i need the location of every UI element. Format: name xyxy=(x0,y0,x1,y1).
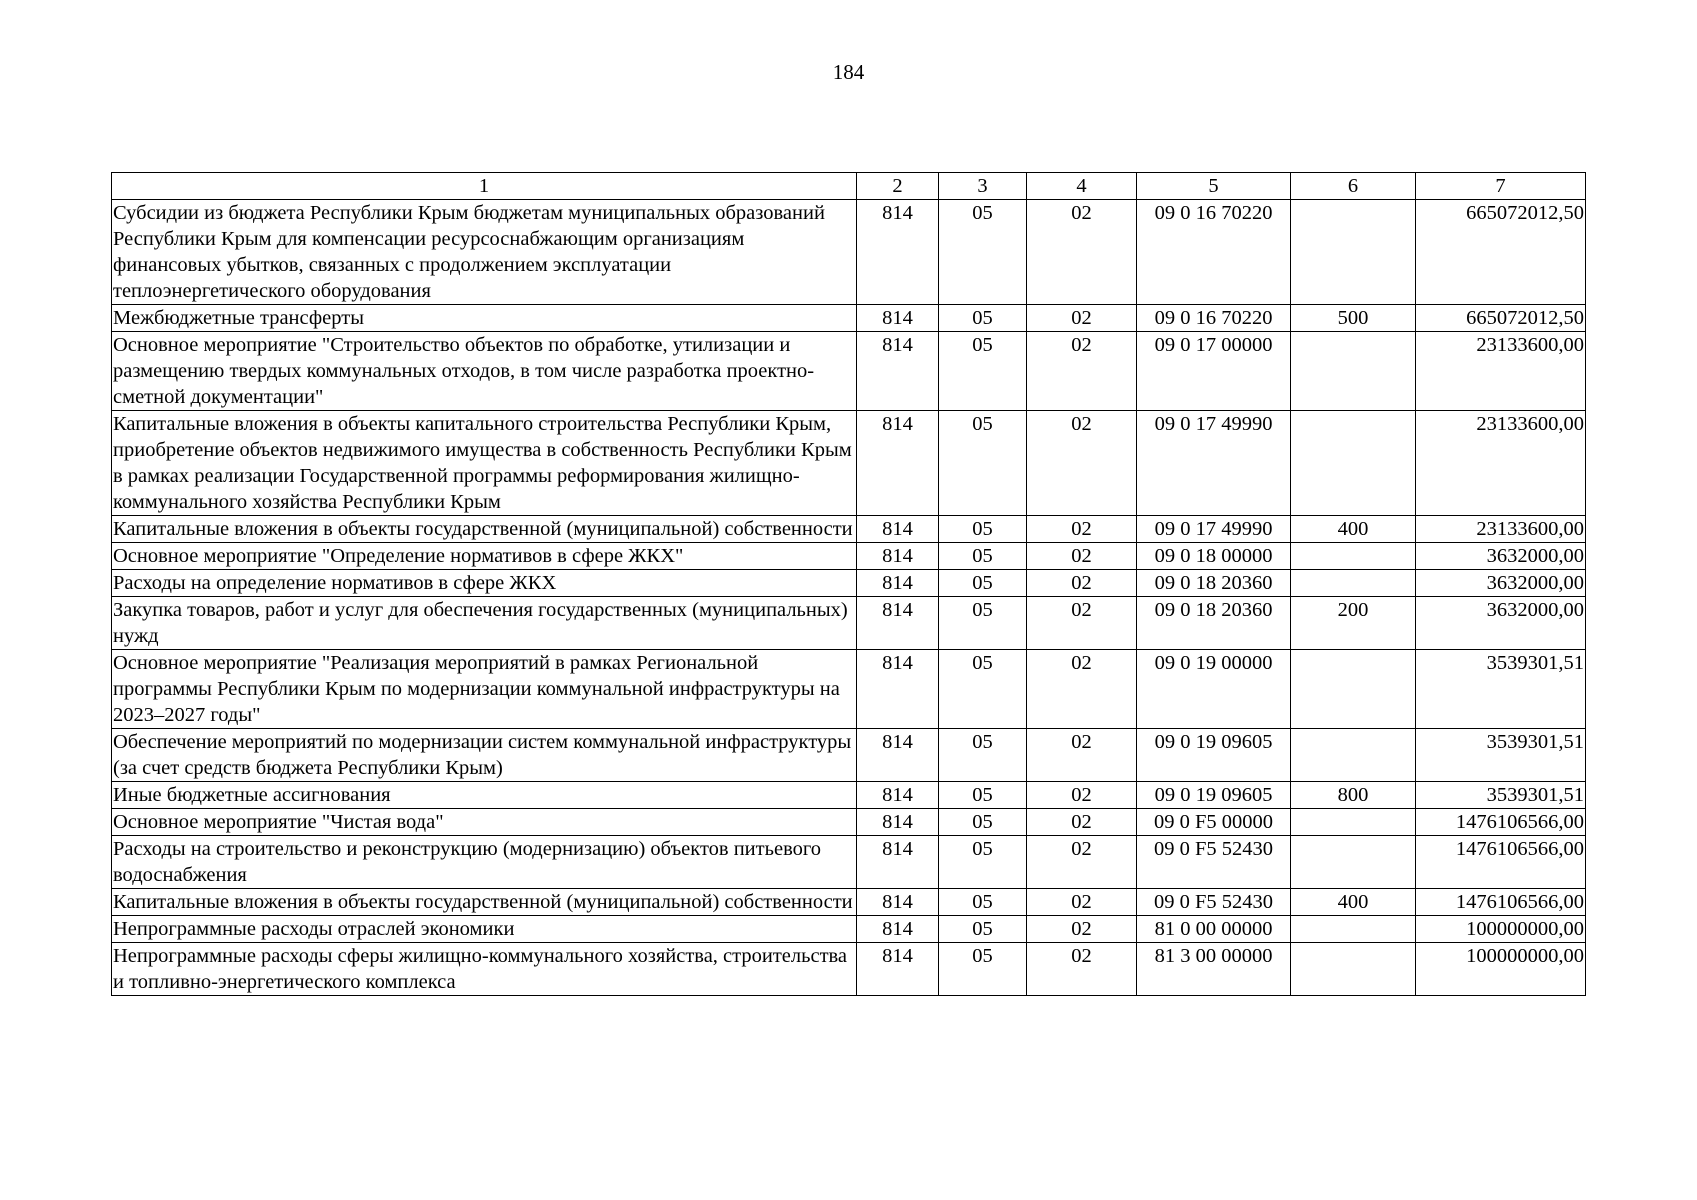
amount-cell: 665072012,50 xyxy=(1416,305,1586,332)
amount-cell: 100000000,00 xyxy=(1416,916,1586,943)
grbs-cell: 814 xyxy=(857,650,939,729)
table-row xyxy=(112,809,1586,836)
row-name-cell: Обеспечение мероприятий по модернизации систем коммунальной инфраструктуры (за счет средств бюджета Республики Крым) xyxy=(112,729,857,782)
section-cell: 05 xyxy=(939,916,1027,943)
target-article-cell: 09 0 19 00000 xyxy=(1137,650,1291,729)
table-row xyxy=(112,836,1586,889)
row-name-cell: Субсидии из бюджета Республики Крым бюджетам муниципальных образований Республики Крым для компенсации ресурсоснабжающим организациям финансовых убытков, связанных с продолжением эксплуатации теплоэнергетического оборудования xyxy=(112,200,857,305)
row-name-cell: Межбюджетные трансферты xyxy=(112,305,857,332)
grbs-cell: 814 xyxy=(857,411,939,516)
section-cell: 05 xyxy=(939,782,1027,809)
amount-cell: 1476106566,00 xyxy=(1416,889,1586,916)
amount-cell: 23133600,00 xyxy=(1416,411,1586,516)
row-name-cell: Капитальные вложения в объекты государственной (муниципальной) собственности xyxy=(112,516,857,543)
amount-cell: 23133600,00 xyxy=(1416,332,1586,411)
expense-type-cell xyxy=(1291,809,1416,836)
section-cell: 05 xyxy=(939,200,1027,305)
expense-type-cell xyxy=(1291,943,1416,996)
section-cell: 05 xyxy=(939,650,1027,729)
grbs-cell: 814 xyxy=(857,836,939,889)
page-number: 184 xyxy=(832,60,865,84)
table-row xyxy=(112,411,1586,516)
amount-cell: 100000000,00 xyxy=(1416,943,1586,996)
column-header: 5 xyxy=(1137,173,1291,200)
target-article-cell: 09 0 16 70220 xyxy=(1137,305,1291,332)
grbs-cell: 814 xyxy=(857,570,939,597)
grbs-cell: 814 xyxy=(857,809,939,836)
amount-cell: 1476106566,00 xyxy=(1416,836,1586,889)
section-cell: 05 xyxy=(939,809,1027,836)
grbs-cell: 814 xyxy=(857,516,939,543)
expense-type-cell: 200 xyxy=(1291,597,1416,650)
grbs-cell: 814 xyxy=(857,889,939,916)
subsection-cell: 02 xyxy=(1027,332,1137,411)
row-name-cell: Основное мероприятие "Чистая вода" xyxy=(112,809,857,836)
amount-cell: 665072012,50 xyxy=(1416,200,1586,305)
table-row xyxy=(112,650,1586,729)
column-header: 2 xyxy=(857,173,939,200)
subsection-cell: 02 xyxy=(1027,943,1137,996)
target-article-cell: 09 0 17 49990 xyxy=(1137,516,1291,543)
section-cell: 05 xyxy=(939,889,1027,916)
expense-type-cell xyxy=(1291,729,1416,782)
amount-cell: 3632000,00 xyxy=(1416,543,1586,570)
grbs-cell: 814 xyxy=(857,729,939,782)
target-article-cell: 09 0 F5 52430 xyxy=(1137,889,1291,916)
grbs-cell: 814 xyxy=(857,543,939,570)
table-row xyxy=(112,782,1586,809)
row-name-cell: Капитальные вложения в объекты государственной (муниципальной) собственности xyxy=(112,889,857,916)
expense-type-cell xyxy=(1291,200,1416,305)
section-cell: 05 xyxy=(939,305,1027,332)
expense-type-cell: 800 xyxy=(1291,782,1416,809)
subsection-cell: 02 xyxy=(1027,916,1137,943)
subsection-cell: 02 xyxy=(1027,411,1137,516)
table-header-row xyxy=(112,173,1586,200)
amount-cell: 3539301,51 xyxy=(1416,729,1586,782)
subsection-cell: 02 xyxy=(1027,729,1137,782)
section-cell: 05 xyxy=(939,836,1027,889)
target-article-cell: 09 0 18 20360 xyxy=(1137,597,1291,650)
expense-type-cell xyxy=(1291,836,1416,889)
row-name-cell: Основное мероприятие "Реализация мероприятий в рамках Региональной программы Республики Крым по модернизации коммунальной инфраструктуры на 2023–2027 годы" xyxy=(112,650,857,729)
grbs-cell: 814 xyxy=(857,332,939,411)
subsection-cell: 02 xyxy=(1027,516,1137,543)
grbs-cell: 814 xyxy=(857,597,939,650)
row-name-cell: Непрограммные расходы отраслей экономики xyxy=(112,916,857,943)
expense-type-cell xyxy=(1291,916,1416,943)
table-row xyxy=(112,943,1586,996)
row-name-cell: Капитальные вложения в объекты капитального строительства Республики Крым, приобретение объектов недвижимого имущества в собственность Республики Крым в рамках реализации Государственной программы реформирования жилищно-коммунального хозяйства Республики Крым xyxy=(112,411,857,516)
grbs-cell: 814 xyxy=(857,305,939,332)
amount-cell: 23133600,00 xyxy=(1416,516,1586,543)
amount-cell: 3539301,51 xyxy=(1416,782,1586,809)
grbs-cell: 814 xyxy=(857,916,939,943)
expense-type-cell: 400 xyxy=(1291,889,1416,916)
row-name-cell: Закупка товаров, работ и услуг для обеспечения государственных (муниципальных) нужд xyxy=(112,597,857,650)
section-cell: 05 xyxy=(939,332,1027,411)
section-cell: 05 xyxy=(939,729,1027,782)
subsection-cell: 02 xyxy=(1027,305,1137,332)
row-name-cell: Расходы на определение нормативов в сфере ЖКХ xyxy=(112,570,857,597)
amount-cell: 3632000,00 xyxy=(1416,570,1586,597)
section-cell: 05 xyxy=(939,411,1027,516)
section-cell: 05 xyxy=(939,597,1027,650)
column-header: 7 xyxy=(1416,173,1586,200)
target-article-cell: 09 0 18 20360 xyxy=(1137,570,1291,597)
grbs-cell: 814 xyxy=(857,200,939,305)
budget-table xyxy=(111,172,1586,996)
section-cell: 05 xyxy=(939,570,1027,597)
column-header: 6 xyxy=(1291,173,1416,200)
target-article-cell: 09 0 16 70220 xyxy=(1137,200,1291,305)
table-body xyxy=(112,200,1586,996)
expense-type-cell xyxy=(1291,543,1416,570)
row-name-cell: Иные бюджетные ассигнования xyxy=(112,782,857,809)
row-name-cell: Расходы на строительство и реконструкцию (модернизацию) объектов питьевого водоснабжения xyxy=(112,836,857,889)
subsection-cell: 02 xyxy=(1027,200,1137,305)
target-article-cell: 09 0 18 00000 xyxy=(1137,543,1291,570)
subsection-cell: 02 xyxy=(1027,836,1137,889)
table-row xyxy=(112,570,1586,597)
section-cell: 05 xyxy=(939,516,1027,543)
row-name-cell: Основное мероприятие "Строительство объектов по обработке, утилизации и размещению твердых коммунальных отходов, в том числе разработка проектно-сметной документации" xyxy=(112,332,857,411)
expense-type-cell xyxy=(1291,332,1416,411)
grbs-cell: 814 xyxy=(857,782,939,809)
target-article-cell: 09 0 F5 52430 xyxy=(1137,836,1291,889)
expense-type-cell xyxy=(1291,411,1416,516)
target-article-cell: 09 0 17 49990 xyxy=(1137,411,1291,516)
expense-type-cell xyxy=(1291,650,1416,729)
table-row xyxy=(112,597,1586,650)
subsection-cell: 02 xyxy=(1027,809,1137,836)
subsection-cell: 02 xyxy=(1027,570,1137,597)
target-article-cell: 09 0 19 09605 xyxy=(1137,729,1291,782)
amount-cell: 3632000,00 xyxy=(1416,597,1586,650)
row-name-cell: Непрограммные расходы сферы жилищно-коммунального хозяйства, строительства и топливно-энергетического комплекса xyxy=(112,943,857,996)
section-cell: 05 xyxy=(939,943,1027,996)
table-row xyxy=(112,516,1586,543)
table-row xyxy=(112,729,1586,782)
column-header: 4 xyxy=(1027,173,1137,200)
expense-type-cell: 500 xyxy=(1291,305,1416,332)
expense-type-cell xyxy=(1291,570,1416,597)
column-header: 3 xyxy=(939,173,1027,200)
target-article-cell: 81 0 00 00000 xyxy=(1137,916,1291,943)
column-header: 1 xyxy=(112,173,857,200)
subsection-cell: 02 xyxy=(1027,889,1137,916)
expense-type-cell: 400 xyxy=(1291,516,1416,543)
amount-cell: 1476106566,00 xyxy=(1416,809,1586,836)
target-article-cell: 09 0 17 00000 xyxy=(1137,332,1291,411)
grbs-cell: 814 xyxy=(857,943,939,996)
subsection-cell: 02 xyxy=(1027,650,1137,729)
section-cell: 05 xyxy=(939,543,1027,570)
table-row xyxy=(112,543,1586,570)
amount-cell: 3539301,51 xyxy=(1416,650,1586,729)
row-name-cell: Основное мероприятие "Определение нормативов в сфере ЖКХ" xyxy=(112,543,857,570)
table-row xyxy=(112,305,1586,332)
table-row xyxy=(112,889,1586,916)
target-article-cell: 09 0 19 09605 xyxy=(1137,782,1291,809)
target-article-cell: 09 0 F5 00000 xyxy=(1137,809,1291,836)
subsection-cell: 02 xyxy=(1027,782,1137,809)
table-row xyxy=(112,200,1586,305)
subsection-cell: 02 xyxy=(1027,543,1137,570)
table-row xyxy=(112,332,1586,411)
table-row xyxy=(112,916,1586,943)
target-article-cell: 81 3 00 00000 xyxy=(1137,943,1291,996)
subsection-cell: 02 xyxy=(1027,597,1137,650)
